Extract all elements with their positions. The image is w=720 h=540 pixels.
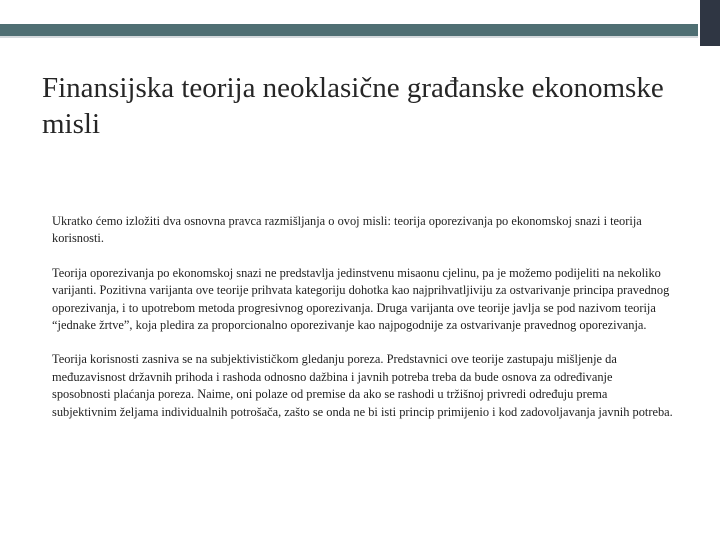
header-corner-gap: [698, 0, 700, 46]
decorative-header-band: [0, 0, 720, 46]
slide-title: Finansijska teorija neoklasične građanske ekonomske misli: [42, 72, 664, 140]
header-band-teal: [0, 24, 698, 36]
paragraph-intro: Ukratko ćemo izložiti dva osnovna pravca razmišljanja o ovoj misli: teorija oporezivanja po ekonomskoj snazi i teorija korisnosti.: [52, 214, 642, 246]
slide-body: [52, 213, 674, 438]
header-band-top: [0, 0, 698, 24]
paragraph-utility-theory: Teorija korisnosti zasniva se na subjektivističkom gledanju poreza. Predstavnici ove teorije zastupaju mišljenje da međuzavisnost državnih prihoda i rashoda odnosno dažbina i javnih potreba treba da bude osnova za određivanje sposobnosti plaćanja poreza. Naime, oni polaze od premise da ako se rashodi u tržišnoj privredi određuju prema subjektivnim željama individualnih potrošača, zašto se onda ne bi isti princip primijenio i kod zadovoljavanja javnih potreba.: [52, 352, 673, 419]
header-band-line: [0, 36, 698, 38]
header-corner-block: [698, 0, 720, 46]
paragraph-economic-strength-theory: Teorija oporezivanja po ekonomskoj snazi ne predstavlja jedinstvenu misaonu cjelinu, pa je možemo podijeliti na nekoliko varijanti. Pozitivna varijanta ove teorije prihvata kategoriju dohotka kao najprihvatljiviju za ostvarivanje principa pravednog oporezivanja, i to upotrebom metoda progresivnog oporezivanja. Druga varijanta ove teorije javlja se pod nazivom teorija “jednake žrtve”, koja pledira za proporcionalno oporezivanje kao najpogodnije za ostvarivanje pravednog oporezivanja.: [52, 265, 670, 333]
